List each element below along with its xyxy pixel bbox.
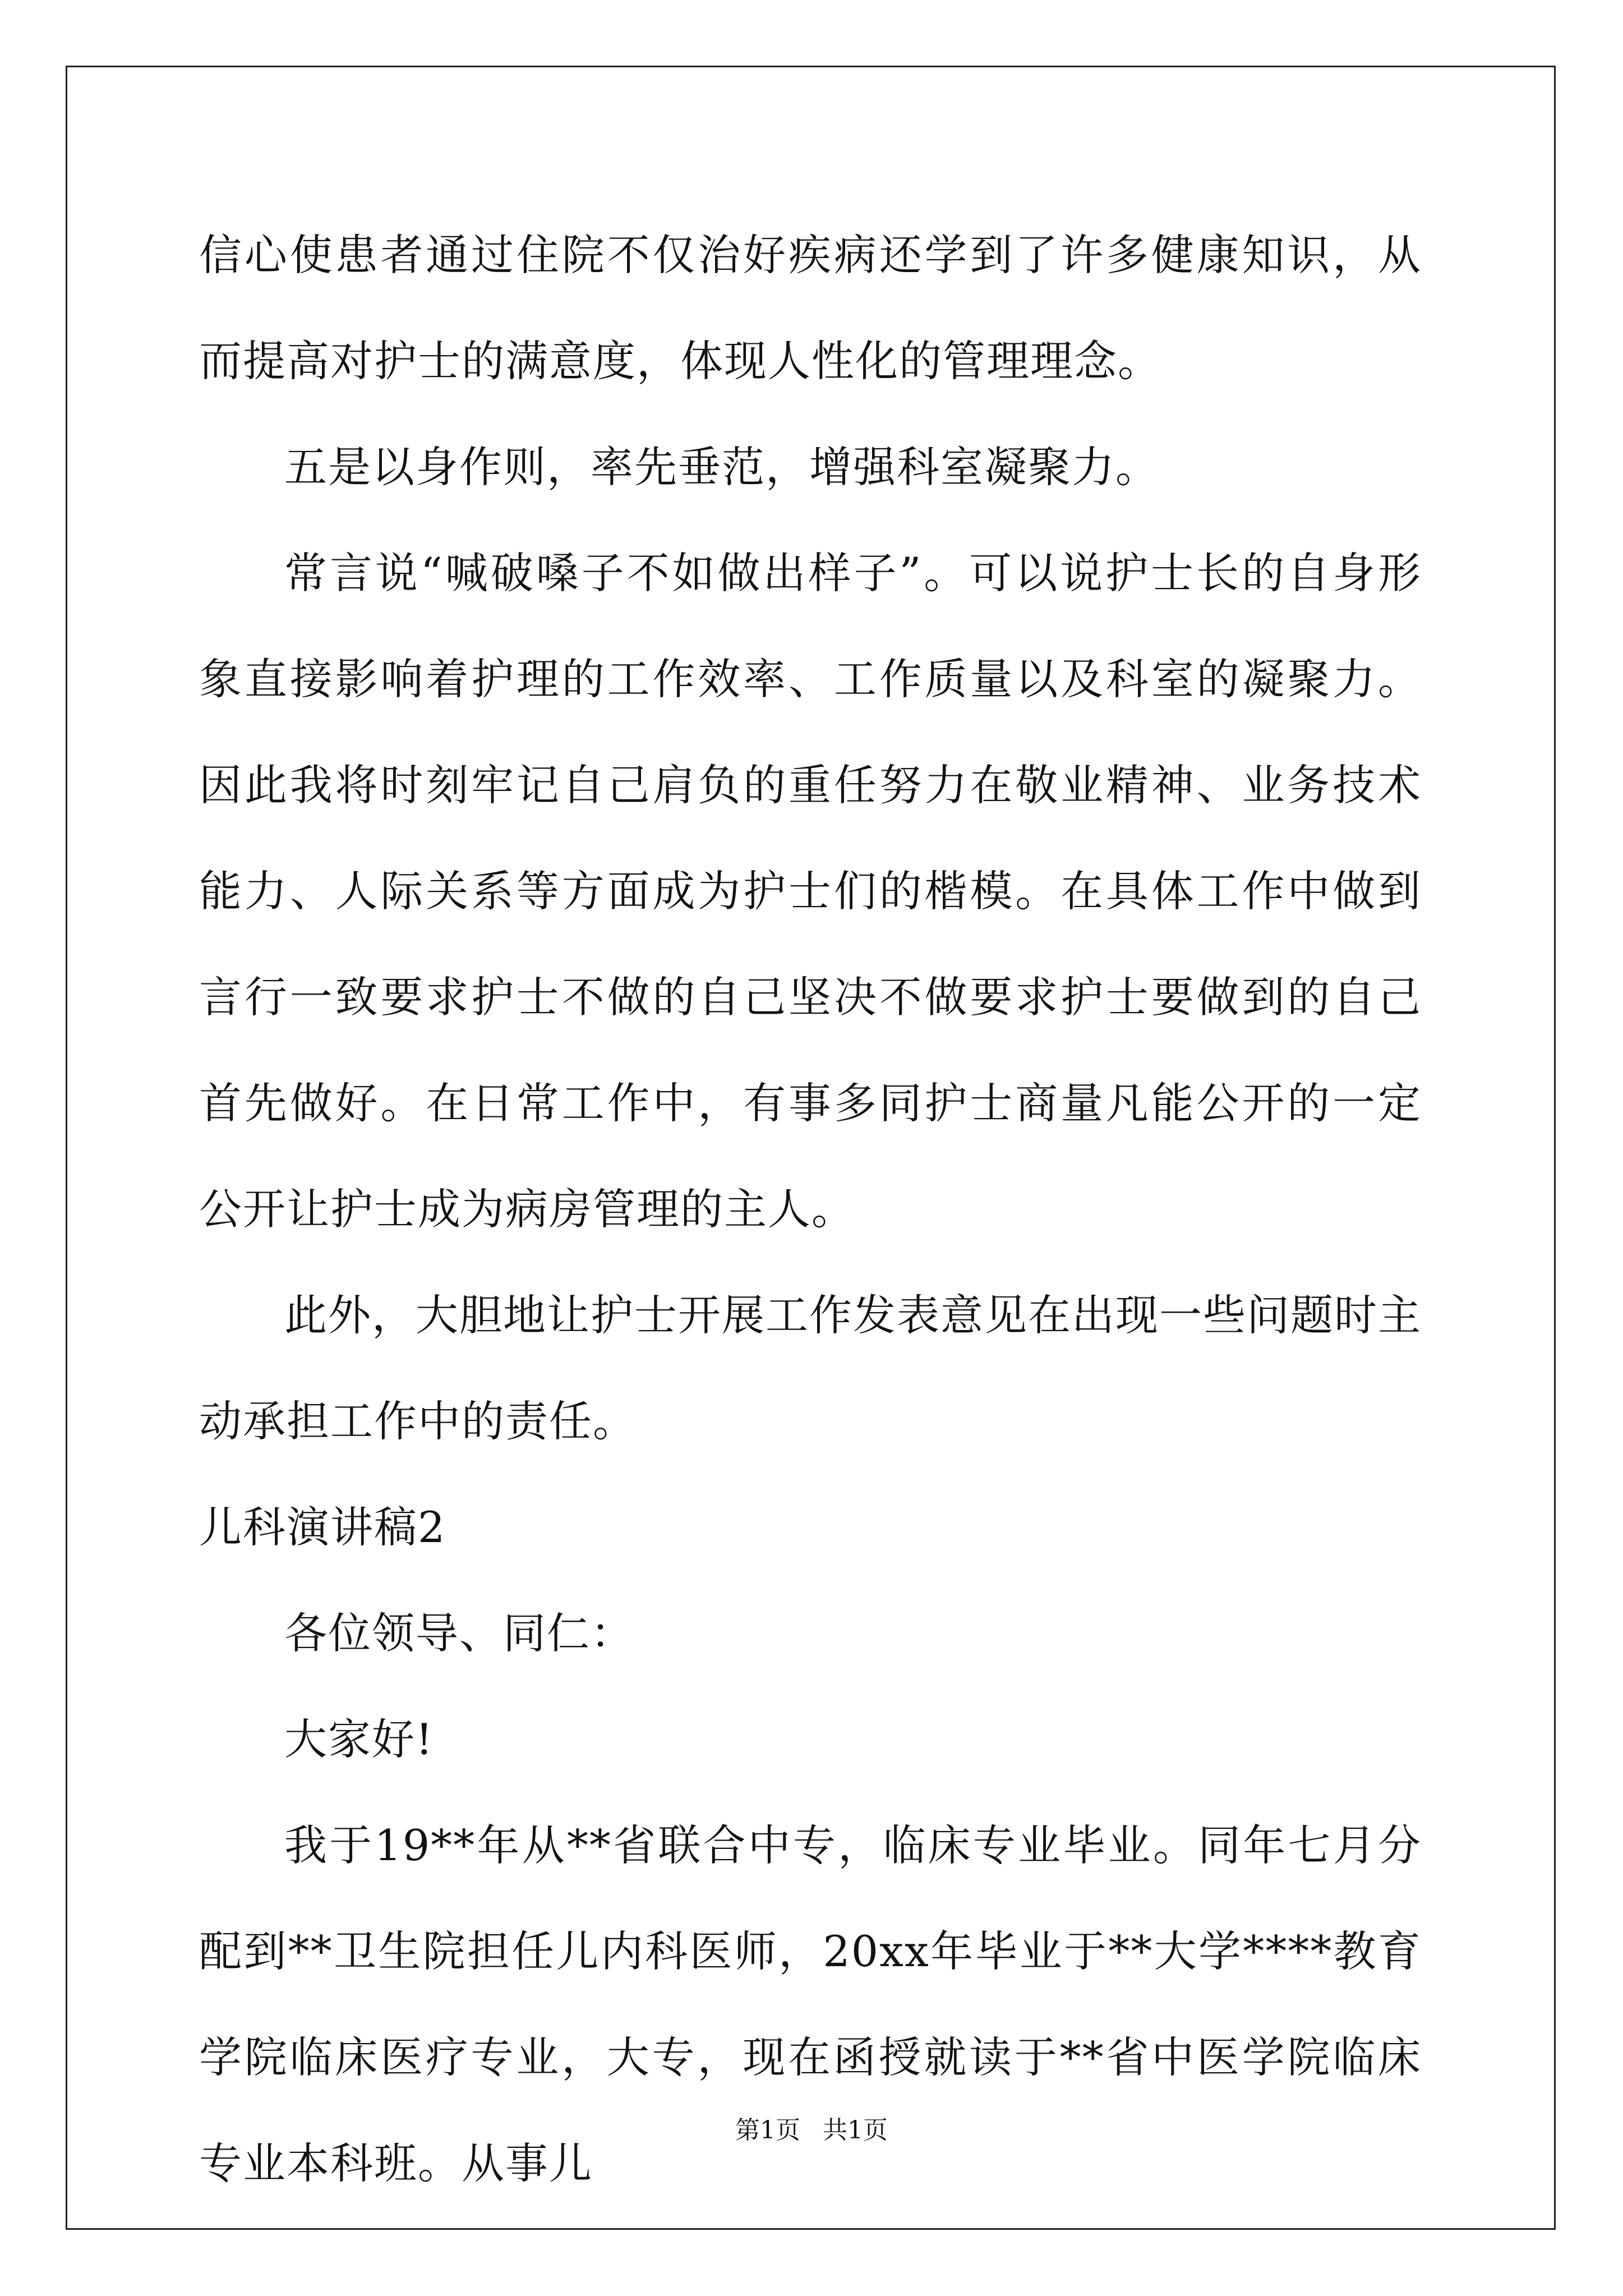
- page-total: 共1页: [823, 2116, 888, 2145]
- page-number: 第1页: [735, 2116, 800, 2145]
- paragraph-salutation: 各位领导、同仁：: [284, 1608, 634, 1658]
- document-body: [199, 202, 1422, 2216]
- paragraph-proverb: 常言说“喊破嗓子不如做出样子”。可以说护士长的自身形象直接影响着护理的工作效率、工作质量以及科室的凝聚力。因此我将时刻牢记自己肩负的重任努力在敬业精神、业务技术能力、人际关系等方面成为护士们的楷模。在具体工作中做到言行一致要求护士不做的自己坚决不做要求护士要做到的自己首先做好。在日常工作中，有事多同护士商量凡能公开的一定公开让护士成为病房管理的主人。: [199, 548, 1422, 1234]
- paragraph-background: 我于19**年从**省联合中专，临床专业毕业。同年七月分配到**卫生院担任儿内科医师，20xx年毕业于**大学****教育学院临床医疗专业，大专，现在函授就读于**省中医学院临床专业本科班。从事儿: [199, 1820, 1422, 2188]
- paragraph-responsibility: 此外，大胆地让护士开展工作发表意见在出现一些问题时主动承担工作中的责任。: [199, 1290, 1422, 1446]
- paragraph-point-five: 五是以身作则，率先垂范，增强科室凝聚力。: [284, 442, 1159, 492]
- paragraph-greeting: 大家好!: [284, 1714, 434, 1764]
- page-footer: [0, 2114, 1623, 2147]
- paragraph-continuation: 信心使患者通过住院不仅治好疾病还学到了许多健康知识，从而提高对护士的满意度，体现人性化的管理理念。: [199, 230, 1422, 386]
- section-heading: 儿科演讲稿2: [199, 1502, 446, 1552]
